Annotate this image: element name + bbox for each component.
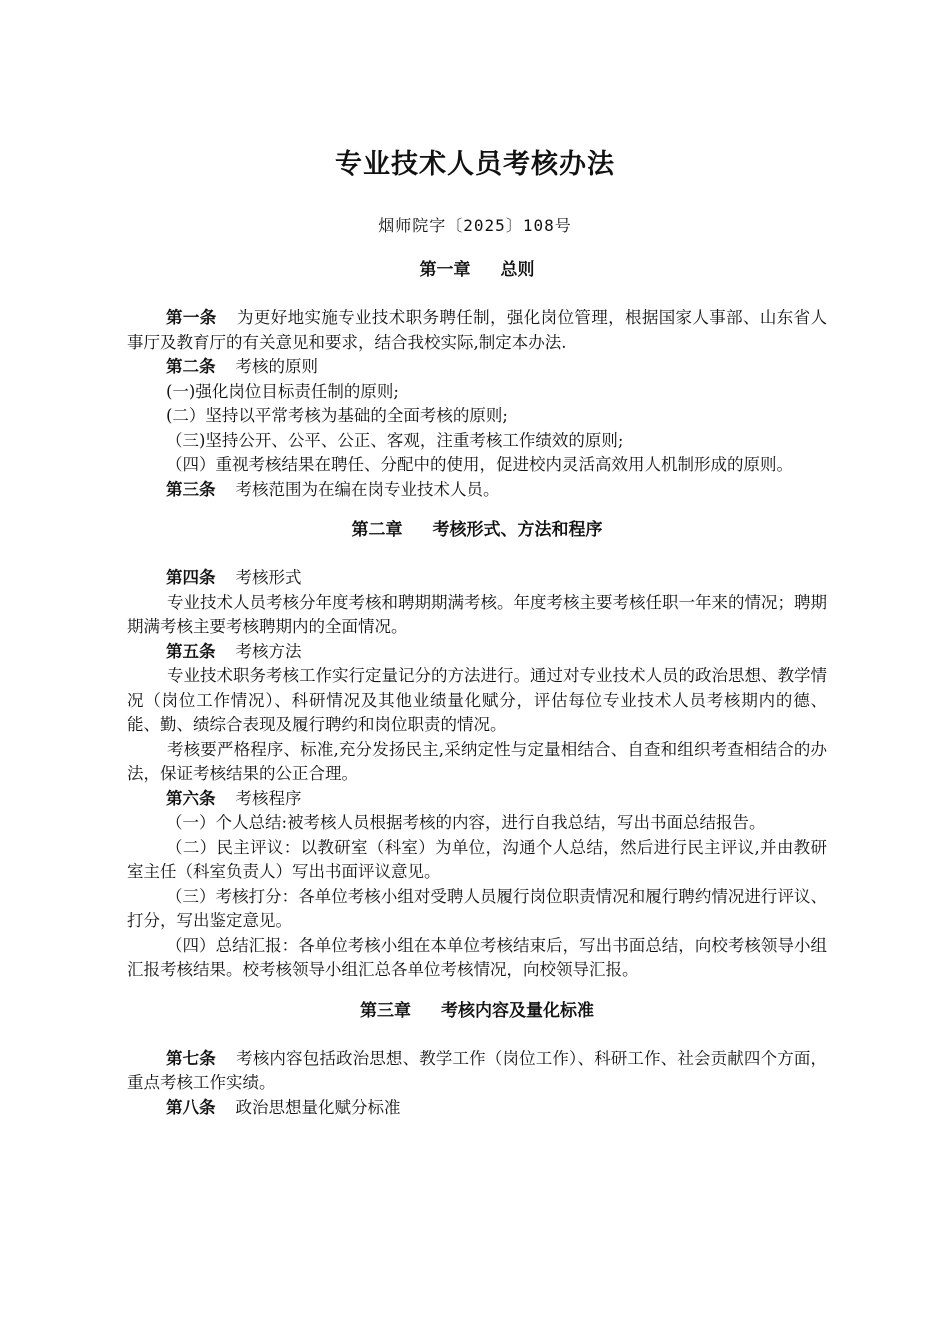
article-6 [127, 787, 827, 812]
chapter-name: 总则 [500, 260, 535, 280]
article-label: 第四条 [166, 568, 216, 587]
chapter-label: 第一章 [419, 260, 471, 280]
list-item: (二）坚持以平常考核为基础的全面考核的原则; [166, 406, 508, 425]
article-text: 考核范围为在编在岗专业技术人员。 [235, 479, 500, 499]
list-item: (一)强化岗位目标责任制的原则; [166, 381, 399, 401]
article-label: 第六条 [166, 788, 216, 808]
chapter-heading-1 [127, 258, 827, 282]
article-text: 考核内容包括政治思想、教学工作（岗位工作）、科研工作、社会贡献四个方面，重点考核工作实绩。 [127, 1048, 828, 1092]
article-text: 考核的原则 [235, 357, 318, 376]
article-label: 第七条 [166, 1048, 216, 1068]
paragraph: 考核要严格程序、标准,充分发扬民主,采纳定性与定量相结合、自查和组织考查相结合的办法，保证考核结果的公正合理。 [127, 739, 827, 783]
document-body [127, 258, 827, 1120]
article-7 [127, 1047, 827, 1096]
document-title: 专业技术人员考核办法 [335, 149, 615, 180]
article-text: 政治思想量化赋分标准 [235, 1097, 401, 1117]
list-item: （一）个人总结:被考核人员根据考核的内容，进行自我总结，写出书面总结报告。 [166, 813, 766, 832]
article-2 [127, 355, 827, 380]
article-5 [127, 640, 827, 665]
article-text: 考核形式 [235, 568, 302, 587]
article-label: 第三条 [166, 479, 216, 499]
article-text: 考核程序 [235, 788, 302, 808]
article-text: 考核方法 [235, 641, 302, 661]
chapter-heading-2 [127, 518, 827, 542]
paragraph: 专业技术人员考核分年度考核和聘期期满考核。年度考核主要考核任职一年来的情况；聘期期满考核主要考核聘期内的全面情况。 [127, 592, 827, 636]
chapter-heading-3 [127, 999, 827, 1023]
list-item: （四）重视考核结果在聘任、分配中的使用，促进校内灵活高效用人机制形成的原则。 [166, 455, 793, 474]
article-4 [127, 566, 827, 591]
paragraph: 专业技术职务考核工作实行定量记分的方法进行。通过对专业技术人员的政治思想、教学情况（岗位工作情况）、科研情况及其他业绩量化赋分，评估每位专业技术人员考核期内的德、能、勤、绩综合表现及履行聘约和岗位职责的情况。 [127, 666, 827, 734]
article-label: 第八条 [166, 1097, 216, 1117]
article-1 [127, 306, 827, 355]
chapter-label: 第二章 [351, 520, 403, 540]
list-item: （三)坚持公开、公平、公正、客观，注重考核工作绩效的原则; [166, 430, 624, 450]
article-text: 为更好地实施专业技术职务聘任制，强化岗位管理，根据国家人事部、山东省人事厅及教育厅的有关意见和要求，结合我校实际,制定本办法. [127, 308, 828, 352]
list-item: （二）民主评议：以教研室（科室）为单位，沟通个人总结，然后进行民主评议,并由教研室主任（科室负责人）写出书面评议意见。 [127, 837, 827, 881]
chapter-name: 考核形式、方法和程序 [432, 520, 603, 540]
list-item: （四）总结汇报：各单位考核小组在本单位考核结束后，写出书面总结，向校考核领导小组汇报考核结果。校考核领导小组汇总各单位考核情况，向校领导汇报。 [127, 935, 827, 979]
list-item: （三）考核打分：各单位考核小组对受聘人员履行岗位职责情况和履行聘约情况进行评议、打分，写出鉴定意见。 [127, 886, 827, 930]
document-number: 烟师院字〔2025〕108号 [378, 216, 572, 235]
article-3 [127, 478, 827, 503]
article-label: 第一条 [166, 308, 217, 327]
chapter-label: 第三章 [360, 1000, 411, 1021]
chapter-name: 考核内容及量化标准 [441, 1000, 594, 1021]
article-8 [127, 1096, 827, 1121]
article-label: 第二条 [166, 357, 216, 376]
article-label: 第五条 [166, 641, 216, 661]
